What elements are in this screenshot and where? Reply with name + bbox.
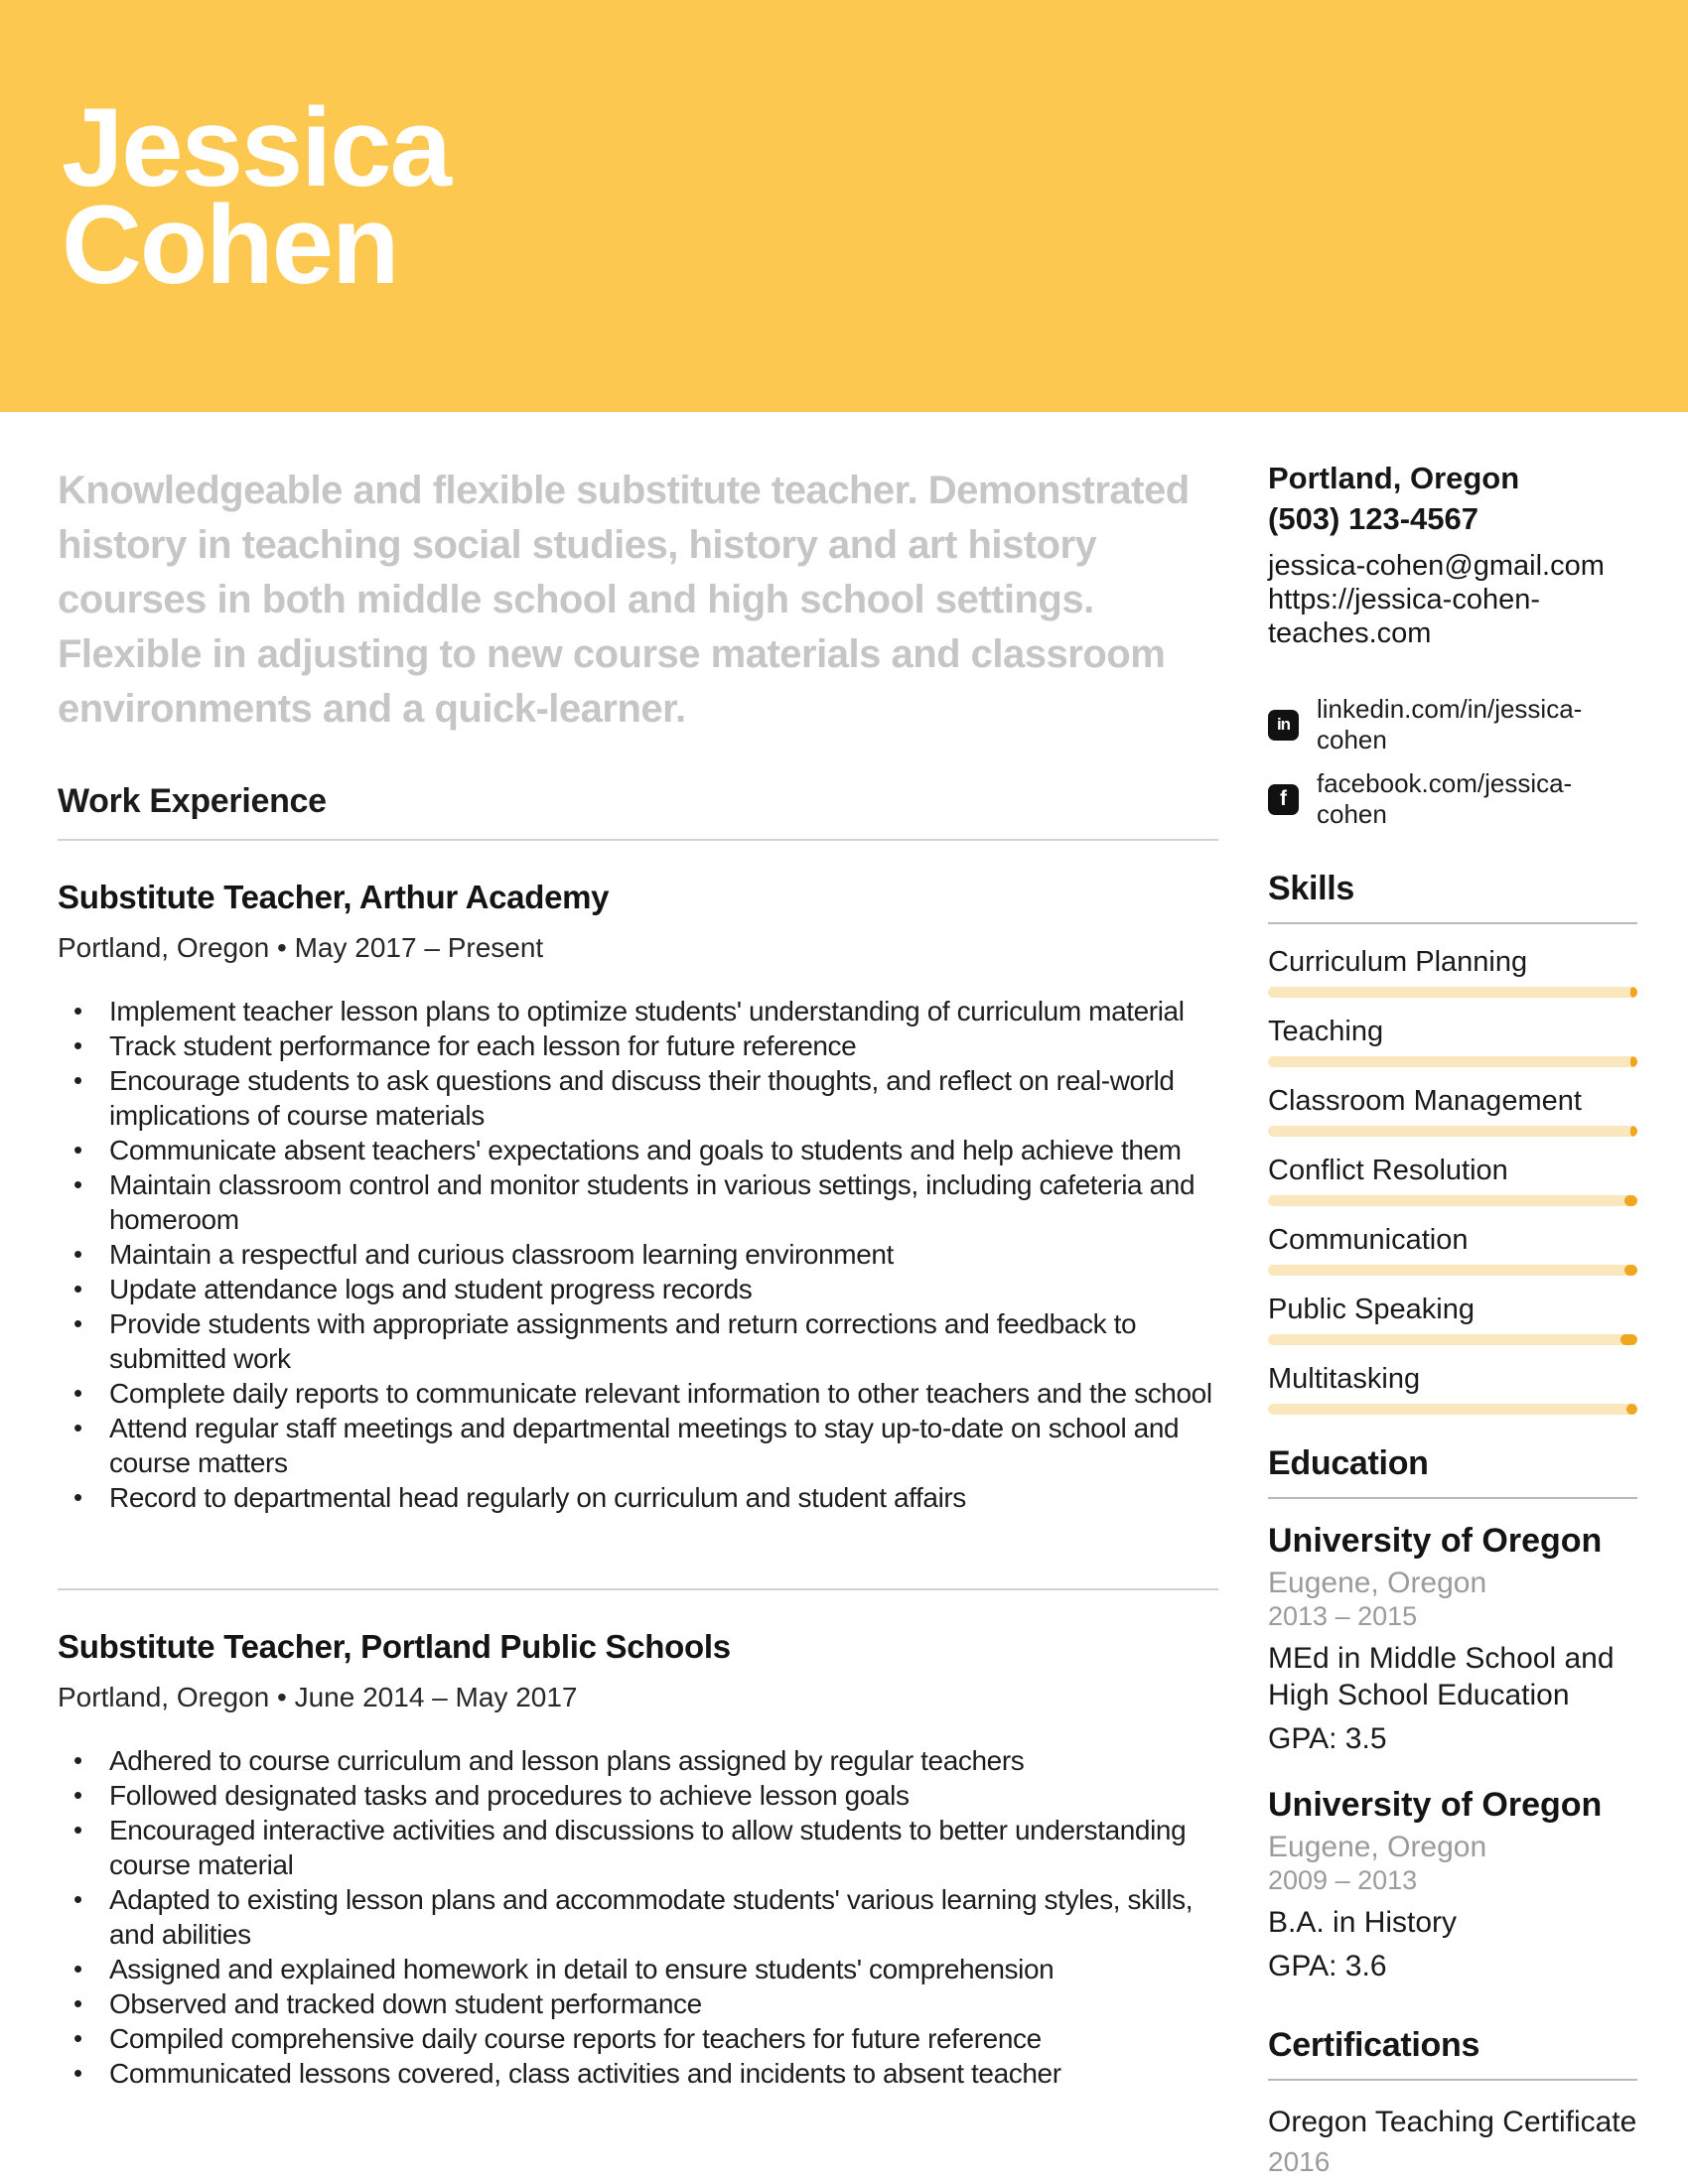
certification-name: Oregon Teaching Certificate bbox=[1268, 2106, 1637, 2138]
skill-item bbox=[1268, 1294, 1637, 1345]
job-location-dates: Portland, Oregon • May 2017 – Present bbox=[58, 932, 544, 963]
bullet-item: • Complete daily reports to communicate relevant information to other teachers and the school bbox=[109, 1376, 1218, 1411]
skill-bar bbox=[1268, 1334, 1637, 1345]
skills-heading: Skills bbox=[1268, 870, 1355, 907]
facebook-icon bbox=[1268, 784, 1299, 815]
bullet-item: • Communicate absent teachers' expectations and goals to students and help achieve them bbox=[109, 1133, 1218, 1167]
linkedin-link[interactable] bbox=[1268, 694, 1637, 755]
section-divider bbox=[1268, 922, 1637, 924]
section-divider bbox=[58, 839, 1218, 841]
social-links bbox=[1268, 694, 1637, 830]
school-location: Eugene, Oregon bbox=[1268, 1567, 1487, 1599]
name-line-1: Jessica bbox=[62, 85, 450, 209]
skill-name: Public Speaking bbox=[1268, 1294, 1475, 1325]
bullet-item: • Track student performance for each lesson for future reference bbox=[109, 1028, 1218, 1063]
job-location-dates: Portland, Oregon • June 2014 – May 2017 bbox=[58, 1682, 578, 1712]
section-divider bbox=[1268, 2079, 1637, 2081]
skills-section bbox=[1268, 870, 1637, 1415]
skill-bar-cap bbox=[1626, 1404, 1637, 1415]
contact-website-link[interactable]: https://jessica-cohen-teaches.com bbox=[1268, 584, 1541, 649]
skill-bar-cap bbox=[1630, 1056, 1637, 1067]
contact-location: Portland, Oregon bbox=[1268, 461, 1520, 495]
bullet-item: • Attend regular staff meetings and departmental meetings to stay up-to-date on school and course matters bbox=[109, 1411, 1218, 1480]
name-title bbox=[62, 85, 1688, 307]
bullet-item: • Update attendance logs and student progress records bbox=[109, 1272, 1218, 1306]
skill-bar bbox=[1268, 1126, 1637, 1137]
job-bullet-list bbox=[58, 994, 1218, 1515]
name-line-2: Cohen bbox=[62, 183, 398, 307]
job-bullet-list bbox=[58, 1743, 1218, 2091]
skill-item bbox=[1268, 1085, 1637, 1137]
bullet-item: • Compiled comprehensive daily course reports for teachers for future reference bbox=[109, 2021, 1218, 2056]
summary-paragraph: Knowledgeable and flexible substitute teacher. Demonstrated history in teaching social studies, history and art history courses in both middle school and high school settings. Flexible in adjusting to new course materials and classroom environments and a quick-learner. bbox=[58, 469, 1190, 731]
bullet-item: • Assigned and explained homework in detail to ensure students' comprehension bbox=[109, 1952, 1218, 1986]
work-experience-section bbox=[58, 782, 1218, 2091]
bullet-item: • Communicated lessons covered, class activities and incidents to absent teacher bbox=[109, 2056, 1218, 2091]
skill-name: Conflict Resolution bbox=[1268, 1155, 1508, 1186]
skill-item bbox=[1268, 1363, 1637, 1415]
skill-bar bbox=[1268, 1265, 1637, 1276]
header-banner bbox=[0, 0, 1688, 412]
sidebar-column bbox=[1268, 412, 1637, 2178]
main-column bbox=[58, 412, 1218, 2091]
bullet-item: • Provide students with appropriate assignments and return corrections and feedback to submitted work bbox=[109, 1306, 1218, 1376]
linkedin-label: linkedin.com/in/jessica-cohen bbox=[1317, 694, 1583, 754]
work-experience-heading: Work Experience bbox=[58, 782, 327, 820]
bullet-item: • Record to departmental head regularly on curriculum and student affairs bbox=[109, 1480, 1218, 1515]
school-degree: B.A. in History bbox=[1268, 1906, 1458, 1939]
facebook-label: facebook.com/jessica-cohen bbox=[1317, 768, 1573, 829]
skills-list bbox=[1268, 946, 1637, 1415]
skill-name: Communication bbox=[1268, 1224, 1469, 1256]
section-divider bbox=[1268, 1497, 1637, 1499]
certifications-section bbox=[1268, 2026, 1637, 2178]
education-entry bbox=[1268, 1521, 1637, 1757]
bullet-item: • Implement teacher lesson plans to optimize students' understanding of curriculum material bbox=[109, 994, 1218, 1028]
school-gpa: GPA: 3.6 bbox=[1268, 1950, 1387, 1982]
education-section bbox=[1268, 1444, 1637, 1984]
skill-item bbox=[1268, 1016, 1637, 1067]
skill-item bbox=[1268, 1155, 1637, 1206]
linkedin-icon bbox=[1268, 710, 1299, 741]
facebook-link[interactable] bbox=[1268, 768, 1637, 830]
school-location: Eugene, Oregon bbox=[1268, 1831, 1487, 1863]
skill-name: Teaching bbox=[1268, 1016, 1384, 1047]
job-title: Substitute Teacher, Portland Public Schools bbox=[58, 1628, 731, 1665]
contact-email-link[interactable]: jessica-cohen@gmail.com bbox=[1268, 550, 1605, 582]
job-entry-portland-public-schools bbox=[58, 1628, 1218, 2091]
bullet-item: • Adapted to existing lesson plans and accommodate students' various learning styles, skills, and abilities bbox=[109, 1882, 1218, 1952]
bullet-item: • Encourage students to ask questions and discuss their thoughts, and reflect on real-world implications of course materials bbox=[109, 1063, 1218, 1133]
skill-bar-cap bbox=[1624, 1265, 1637, 1276]
job-entry-arthur-academy bbox=[58, 879, 1218, 1515]
education-entry bbox=[1268, 1785, 1637, 1984]
skill-bar-cap bbox=[1630, 1126, 1637, 1137]
job-title: Substitute Teacher, Arthur Academy bbox=[58, 879, 610, 915]
school-dates: 2013 – 2015 bbox=[1268, 1601, 1418, 1631]
skill-item bbox=[1268, 1224, 1637, 1276]
contact-phone: (503) 123-4567 bbox=[1268, 501, 1478, 536]
school-dates: 2009 – 2013 bbox=[1268, 1865, 1418, 1895]
skill-bar-cap bbox=[1630, 987, 1637, 998]
skill-bar bbox=[1268, 987, 1637, 998]
skill-name: Classroom Management bbox=[1268, 1085, 1582, 1117]
bullet-item: • Encouraged interactive activities and discussions to allow students to better understanding course material bbox=[109, 1813, 1218, 1882]
bullet-item: • Maintain a respectful and curious classroom learning environment bbox=[109, 1237, 1218, 1272]
bullet-item: • Observed and tracked down student performance bbox=[109, 1986, 1218, 2021]
bullet-item: • Followed designated tasks and procedures to achieve lesson goals bbox=[109, 1778, 1218, 1813]
contact-block bbox=[1268, 458, 1637, 650]
job-divider bbox=[58, 1588, 1218, 1590]
school-degree: MEd in Middle School and High School Education bbox=[1268, 1642, 1615, 1711]
school-name: University of Oregon bbox=[1268, 1786, 1603, 1824]
education-heading: Education bbox=[1268, 1444, 1429, 1482]
skill-bar bbox=[1268, 1404, 1637, 1415]
skill-bar bbox=[1268, 1056, 1637, 1067]
school-gpa: GPA: 3.5 bbox=[1268, 1722, 1387, 1755]
skill-bar-cap bbox=[1624, 1195, 1637, 1206]
school-name: University of Oregon bbox=[1268, 1522, 1603, 1560]
skill-name: Curriculum Planning bbox=[1268, 946, 1528, 978]
skill-bar-cap bbox=[1620, 1334, 1637, 1345]
skill-item bbox=[1268, 946, 1637, 998]
certifications-heading: Certifications bbox=[1268, 2026, 1480, 2064]
bullet-item: • Maintain classroom control and monitor students in various settings, including cafeteria and homeroom bbox=[109, 1167, 1218, 1237]
skill-bar bbox=[1268, 1195, 1637, 1206]
certification-year: 2016 bbox=[1268, 2146, 1331, 2177]
bullet-item: • Adhered to course curriculum and lesson plans assigned by regular teachers bbox=[109, 1743, 1218, 1778]
skill-name: Multitasking bbox=[1268, 1363, 1421, 1395]
